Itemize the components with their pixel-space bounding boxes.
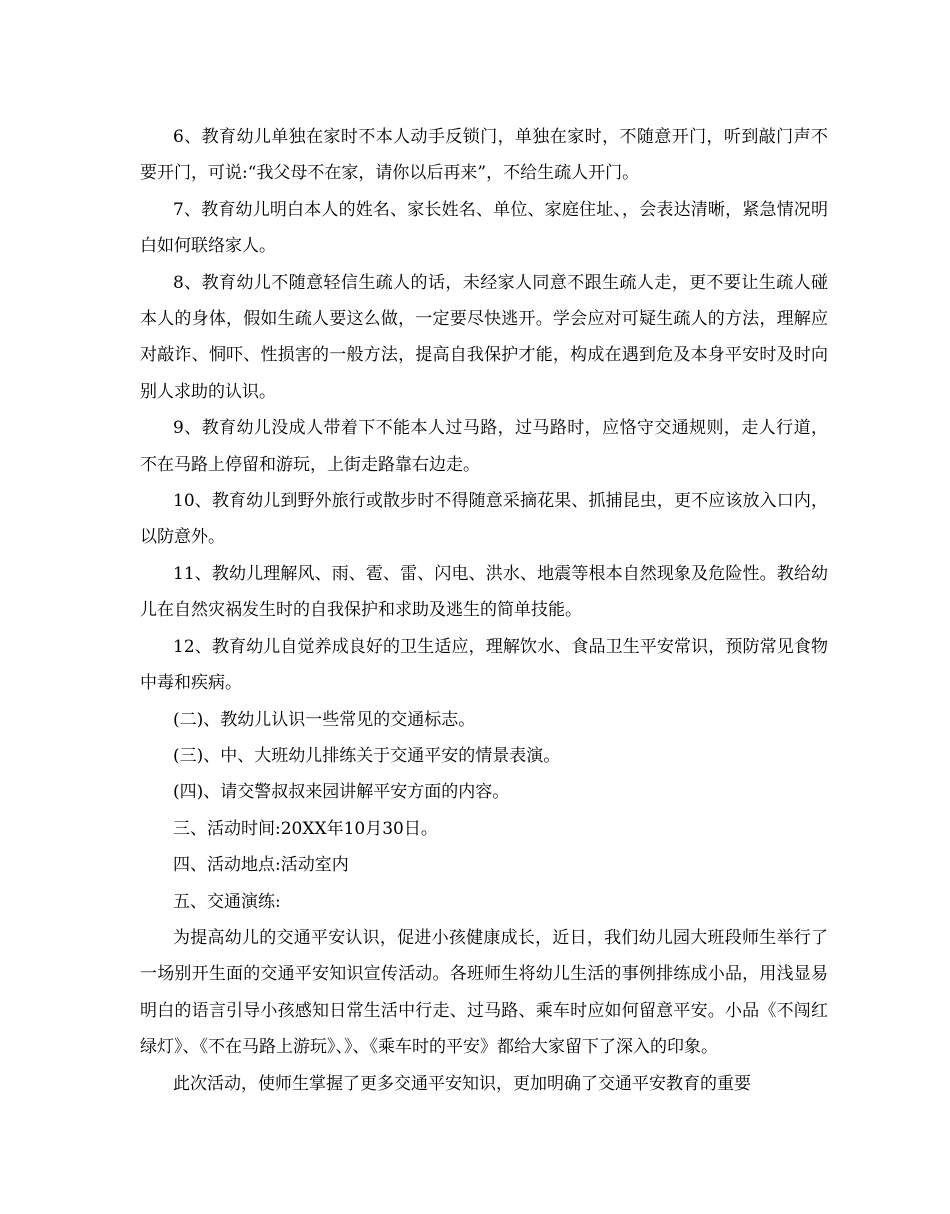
activity-location: 四、活动地点:活动室内: [173, 855, 349, 876]
paragraph-section-3: (三)、中、大班幼儿排练关于交通平安的情景表演。: [173, 745, 561, 766]
activity-summary: 此次活动，使师生掌握了更多交通平安知识，更加明确了交通平安教育的重要: [173, 1073, 751, 1094]
traffic-drill-description: 为提高幼儿的交通平安认识，促进小孩健康成长，近日，我们幼儿园大班段师生举行了一场别开生面的交通平安知识宣传活动。各班师生将幼儿生活的事例排练成小品，用浅显易明白的语言引导小孩感知日常生活中行走、过马路、乘车时应如何留意平安。小品《不闯红绿灯》、《不在马路上游玩》、》、《乘车时的平安》都给大家留下了深入的印象。: [140, 927, 828, 1058]
paragraph-item-8: 8、教育幼儿不随意轻信生疏人的话，未经家人同意不跟生疏人走，更不要让生疏人碰本人的身体，假如生疏人要这么做，一定要尽快逃开。学会应对可疑生疏人的方法，理解应对敲诈、恫吓、性损害的一般方法，提高自我保护才能，构成在遇到危及本身平安时及时向别人求助的认识。: [140, 272, 828, 402]
paragraph-section-2: (二)、教幼儿认识一些常见的交通标志。: [173, 709, 476, 730]
activity-time: 三、活动时间:20XX年10月30日。: [173, 818, 438, 839]
paragraph-item-10: 10、教育幼儿到野外旅行或散步时不得随意采摘花果、抓捕昆虫，更不应该放入口内，以防意外。: [140, 491, 828, 548]
paragraph-item-9: 9、教育幼儿没成人带着下不能本人过马路，过马路时，应恪守交通规则，走人行道，不在马路上停留和游玩，上街走路靠右边走。: [140, 418, 828, 475]
document-body: [140, 119, 828, 1102]
paragraph-item-6: 6、教育幼儿单独在家时不本人动手反锁门，单独在家时，不随意开门，听到敲门声不要开门，可说:“我父母不在家，请你以后再来”，不给生疏人开门。: [140, 127, 828, 184]
traffic-drill-heading: 五、交通演练:: [173, 891, 281, 912]
paragraph-item-11: 11、教幼儿理解风、雨、雹、雷、闪电、洪水、地震等根本自然现象及危险性。教给幼儿在自然灾祸发生时的自我保护和求助及逃生的简单技能。: [140, 563, 828, 621]
paragraph-section-4: (四)、请交警叔叔来园讲解平安方面的内容。: [173, 782, 510, 803]
paragraph-item-12: 12、教育幼儿自觉养成良好的卫生适应，理解饮水、食品卫生平安常识，预防常见食物中毒和疾病。: [140, 636, 828, 694]
paragraph-item-7: 7、教育幼儿明白本人的姓名、家长姓名、单位、家庭住址、，会表达清晰，紧急情况明白如何联络家人。: [140, 199, 828, 257]
